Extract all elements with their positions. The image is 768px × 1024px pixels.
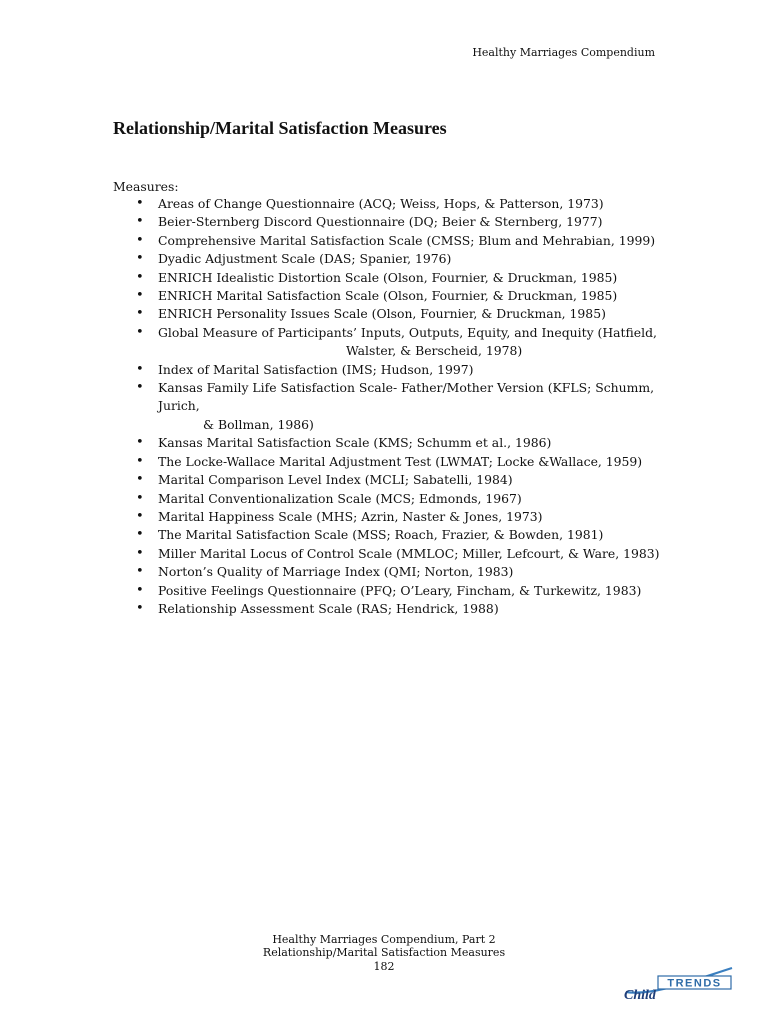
list-item — [113, 379, 673, 434]
list-item-text: Kansas Marital Satisfaction Scale (KMS; Schumm et al., 1986) — [158, 435, 552, 451]
logo-child-text: Child — [624, 988, 656, 1003]
list-item — [113, 582, 673, 600]
list-item-text-continued: & Bollman, 1986) — [203, 416, 314, 432]
footer-line-2: Relationship/Marital Satisfaction Measures — [262, 946, 506, 960]
list-item — [113, 453, 673, 471]
list-item-text-continued: Jurich, — [158, 398, 200, 414]
list-item-text: The Marital Satisfaction Scale (MSS; Roach, Frazier, & Bowden, 1981) — [158, 527, 604, 543]
list-item — [113, 232, 673, 250]
page-number: 182 — [373, 959, 395, 973]
list-item — [113, 269, 673, 287]
list-item-text: Norton’s Quality of Marriage Index (QMI; Norton, 1983) — [158, 564, 514, 580]
list-item-text-continued: Walster, & Berscheid, 1978) — [346, 343, 523, 359]
list-item — [113, 250, 673, 268]
list-item — [113, 287, 673, 305]
child-trends-logo — [624, 966, 734, 1006]
measures-list — [113, 195, 673, 618]
list-item — [113, 361, 673, 379]
list-item — [113, 600, 673, 618]
list-item-text: Relationship Assessment Scale (RAS; Hendrick, 1988) — [158, 600, 499, 616]
list-item-text: Positive Feelings Questionnaire (PFQ; O’Leary, Fincham, & Turkewitz, 1983) — [158, 582, 642, 598]
list-item — [113, 526, 673, 544]
list-item — [113, 305, 673, 323]
list-item-text: Marital Happiness Scale (MHS; Azrin, Naster & Jones, 1973) — [158, 508, 543, 524]
list-item-text: ENRICH Personality Issues Scale (Olson, Fournier, & Druckman, 1985) — [158, 306, 606, 322]
list-item-text: Dyadic Adjustment Scale (DAS; Spanier, 1976) — [158, 251, 452, 267]
footer-line-1: Healthy Marriages Compendium, Part 2 — [272, 933, 496, 946]
list-item-text: Miller Marital Locus of Control Scale (MMLOC; Miller, Lefcourt, & Ware, 1983) — [158, 545, 660, 561]
list-item — [113, 324, 673, 361]
list-item-text: Areas of Change Questionnaire (ACQ; Weiss, Hops, & Patterson, 1973) — [158, 196, 604, 211]
logo-trends-text: TRENDS — [667, 977, 722, 990]
list-item-text: • Kansas Family Life Satisfaction Scale- Father/Mother Version (KFLS; Schumm, — [158, 380, 655, 396]
list-item — [113, 213, 673, 231]
list-item-text: Index of Marital Satisfaction (IMS; Hudson, 1997) — [158, 361, 474, 377]
list-item — [113, 545, 673, 563]
list-item-text: • Global Measure of Participants’ Inputs, Outputs, Equity, and Inequity (Hatfield, — [158, 324, 657, 340]
list-item — [113, 434, 673, 452]
list-item-text: Beier-Sternberg Discord Questionnaire (DQ; Beier & Sternberg, 1977) — [158, 214, 603, 230]
list-item-text: Marital Comparison Level Index (MCLI; Sabatelli, 1984) — [158, 472, 513, 488]
list-item — [113, 490, 673, 508]
list-item — [113, 563, 673, 581]
list-item — [113, 195, 673, 213]
page-title: Relationship/Marital Satisfaction Measures — [113, 118, 447, 138]
list-item-text: Marital Conventionalization Scale (MCS; Edmonds, 1967) — [158, 490, 522, 506]
list-item-text: Comprehensive Marital Satisfaction Scale (CMSS; Blum and Mehrabian, 1999) — [158, 232, 656, 248]
running-header: Healthy Marriages Compendium — [472, 46, 655, 59]
section-label: Measures: — [113, 179, 179, 194]
child-trends-logo-mark — [624, 966, 734, 1006]
list-item — [113, 508, 673, 526]
list-item — [113, 471, 673, 489]
list-item-text: The Locke-Wallace Marital Adjustment Test (LWMAT; Locke &Wallace, 1959) — [158, 453, 643, 469]
list-item-text: ENRICH Marital Satisfaction Scale (Olson, Fournier, & Druckman, 1985) — [158, 288, 618, 304]
list-item-text: ENRICH Idealistic Distortion Scale (Olson, Fournier, & Druckman, 1985) — [158, 269, 618, 285]
